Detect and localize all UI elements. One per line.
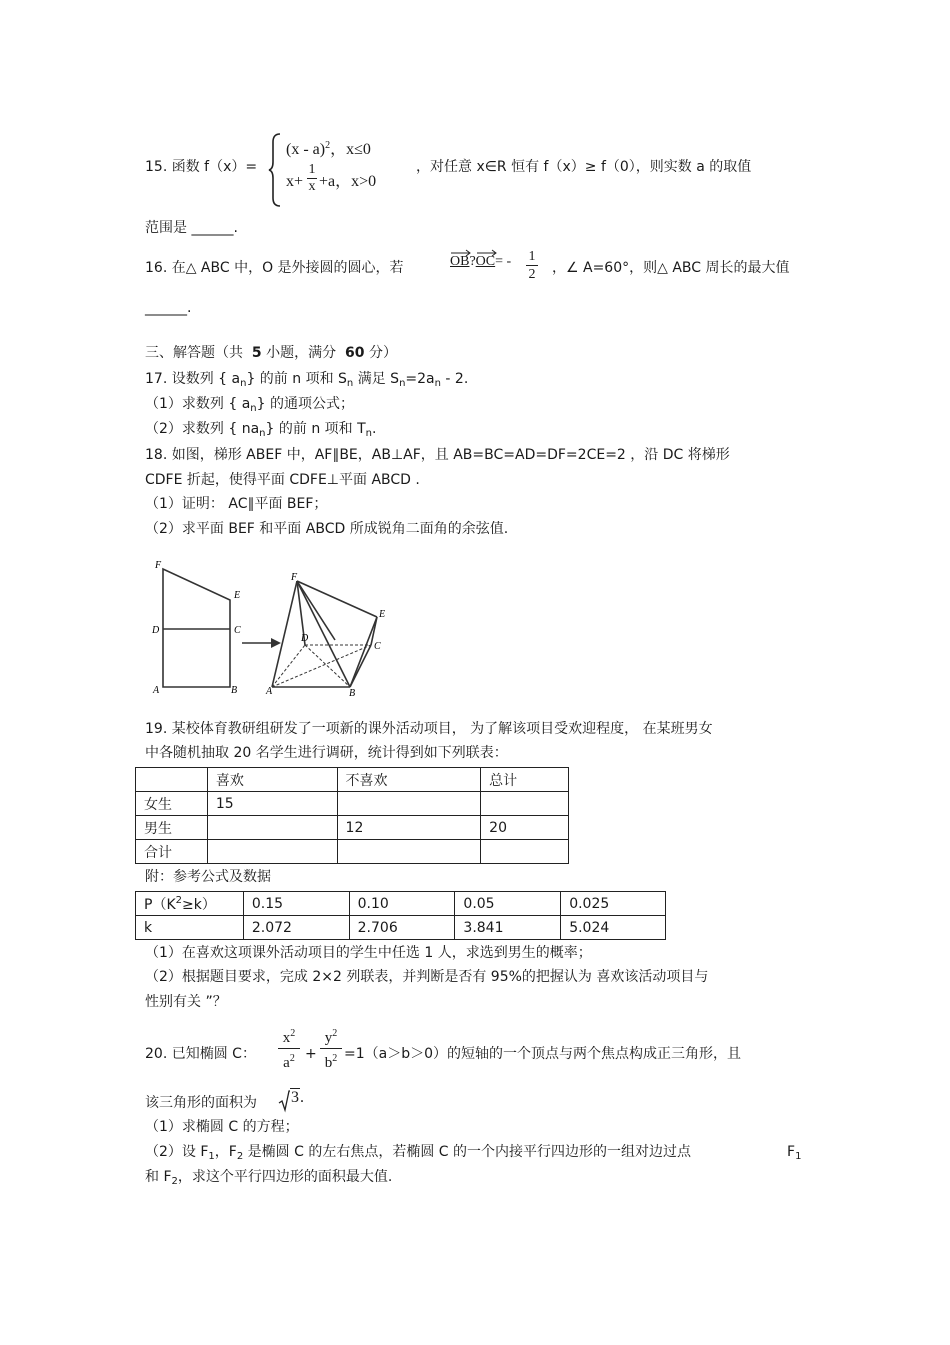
q16-frac-num: 1	[528, 249, 536, 264]
q18-flat-trapezoid	[163, 569, 230, 687]
radical-icon	[278, 1090, 290, 1112]
q20-fraction-x	[278, 1024, 300, 1073]
q17-l1sub3: n	[399, 378, 406, 389]
q20-p2c: 是椭圆 C 的左右焦点，若椭圆 C 的一个内接平行四边形的一组对边过点	[243, 1144, 692, 1160]
q17-p2b: } 的前 n 项和 T	[265, 421, 366, 437]
table-cell: 15	[207, 792, 337, 816]
section3-count: 5	[251, 345, 262, 361]
q20-a-den: a	[283, 1055, 290, 1071]
q20-x-num: x	[282, 1030, 291, 1046]
q15-case2-fraction	[307, 162, 317, 195]
q20-x-exp: 2	[290, 1028, 296, 1039]
q20-pre: 20. 已知椭圆 C：	[145, 1046, 256, 1062]
q18-part2	[145, 519, 508, 539]
table-row	[136, 792, 569, 816]
table-cell: 3.841	[455, 916, 561, 940]
q20-l2a: 该三角形的面积为	[145, 1095, 257, 1111]
q19-ref-label-text: 附：参考公式及数据	[145, 869, 271, 885]
table-cell: k	[136, 916, 244, 940]
q17-p1a: （1）求数列 { a	[145, 396, 251, 412]
q19-reference-table	[135, 891, 666, 940]
table-row	[136, 816, 569, 840]
q17-l1d: =2a	[405, 371, 435, 387]
q20-p3s: 2	[171, 1176, 178, 1187]
q18-p2: （2）求平面 BEF 和平面 ABCD 所成锐角二面角的余弦值.	[145, 521, 509, 537]
q18-label-A1: A	[153, 685, 160, 696]
table-cell	[136, 768, 208, 792]
q18-label-E2: E	[379, 609, 386, 620]
table-cell: 喜欢	[207, 768, 337, 792]
table-row	[136, 916, 666, 940]
q15-case1-exp: 2	[325, 140, 331, 151]
q19-part1	[145, 943, 592, 963]
q20-line1	[145, 1044, 256, 1064]
q15-range-blank: 范围是 ______.	[145, 220, 238, 236]
q19-p-head-a: P（K	[144, 896, 176, 913]
q16-eq: = -	[495, 254, 512, 269]
q20-p1: （1）求椭圆 C 的方程；	[145, 1119, 299, 1135]
q20-part2-cont	[145, 1167, 392, 1192]
q20-line2	[145, 1093, 257, 1113]
q17-l1sub2: n	[346, 378, 354, 389]
q17-l1e: - 2.	[440, 371, 469, 387]
table-cell: 0.05	[455, 892, 561, 916]
section3-heading	[145, 343, 397, 363]
q17-p2a: （2）求数列 { na	[145, 421, 260, 437]
q18-label-A2: A	[266, 686, 273, 697]
q18-label-F1: F	[155, 560, 162, 571]
q20-y-num: y	[324, 1030, 333, 1046]
q16-line2	[145, 298, 191, 318]
q18-part1	[145, 494, 327, 514]
q16-post-text: ，∠ A=60°，则△ ABC 周长的最大值	[552, 260, 790, 276]
section3-score: 60	[345, 345, 365, 361]
q18-label-E1: E	[234, 590, 241, 601]
q19-p-head-b: ≥k）	[182, 896, 216, 913]
q19-l1: 19. 某校体育教研组研发了一项新的课外活动项目， 为了解该项目受欢迎程度， 在某班男女	[145, 721, 713, 737]
q18-folded-solid	[272, 581, 377, 687]
q15-line2	[145, 218, 238, 238]
section3-pre: 三、解答题（共	[145, 345, 243, 361]
q18-line2	[145, 470, 420, 490]
q18-figure	[145, 555, 390, 705]
q16-line1	[145, 258, 404, 278]
table-cell	[337, 792, 481, 816]
q19-contingency-table	[135, 767, 569, 864]
table-cell: 20	[481, 816, 569, 840]
q20-y-exp: 2	[332, 1028, 338, 1039]
table-row	[136, 840, 569, 864]
q15-piecewise-brace	[268, 132, 282, 208]
q20-fraction-y	[320, 1024, 342, 1073]
q20-p3b: ，求这个平行四边形的面积最大值.	[177, 1169, 393, 1185]
q20-part2-f1	[787, 1142, 801, 1167]
table-cell	[207, 840, 337, 864]
q18-label-D2: D	[301, 633, 309, 644]
q19-p2a: （2）根据题目要求，完成 2×2 列联表，并判断是否有 95%的把握认为 喜欢该活动项目与	[145, 969, 709, 985]
table-cell	[337, 840, 481, 864]
q20-l2b: .	[300, 1089, 304, 1106]
table-cell: 0.025	[561, 892, 666, 916]
section3-mid: 小题，满分	[266, 345, 337, 361]
q19-line1	[145, 719, 713, 739]
q20-p2s1: 1	[208, 1151, 215, 1162]
q15-case1-cond: ，x≤0	[330, 141, 371, 158]
table-cell: 0.10	[349, 892, 455, 916]
table-cell: 女生	[136, 792, 208, 816]
q18-l2: CDFE 折起，使得平面 CDFE⊥平面 ABCD .	[145, 472, 420, 488]
q18-label-B2: B	[349, 688, 356, 699]
q15-case1-expr: (x - a)	[286, 141, 326, 158]
q16-dot: ?	[469, 254, 476, 269]
q19-p1: （1）在喜欢这项课外活动项目的学生中任选 1 人，求选到男生的概率；	[145, 945, 592, 961]
q20-part1	[145, 1117, 299, 1137]
q15-condition	[416, 157, 751, 177]
q19-p2b: 性别有关 ”？	[145, 994, 227, 1010]
q18-line1	[145, 445, 730, 465]
q15-frac-num: 1	[308, 162, 316, 177]
q17-l1c: 满足 S	[353, 371, 400, 387]
q19-part2	[145, 967, 708, 987]
q16-pre: 16. 在△ ABC 中，O 是外接圆的圆心，若	[145, 260, 404, 276]
q20-plus	[305, 1044, 317, 1064]
q19-line2	[145, 743, 508, 763]
q16-vec2-text: OC	[475, 254, 496, 269]
q20-a-exp: 2	[289, 1053, 295, 1064]
q18-label-C1: C	[234, 625, 241, 636]
table-cell	[481, 792, 569, 816]
q17-l1sub: n	[240, 378, 247, 389]
q17-p2c: .	[372, 421, 377, 437]
q17-l1sub4: n	[434, 378, 441, 389]
q16-vector-expr	[450, 254, 511, 270]
q16-fraction	[526, 248, 538, 283]
q17-part2	[145, 419, 376, 444]
table-cell: 0.15	[243, 892, 349, 916]
q20-p3a: 和 F	[145, 1169, 172, 1185]
q19-p-head-sup: 2	[175, 894, 182, 906]
table-row	[136, 768, 569, 792]
q18-p1: （1）证明： AC∥平面 BEF；	[145, 496, 328, 512]
q15-case1	[286, 136, 371, 160]
q20-sqrt	[278, 1088, 304, 1107]
q17-p1sub: n	[250, 403, 257, 414]
q15-condition-text: ，对任意 x∈R 恒有 f（x）≥ f（0），则实数 a 的取值	[416, 159, 752, 175]
q20-p2s2: 2	[236, 1151, 244, 1162]
q19-l2: 中各随机抽取 20 名学生进行调研，统计得到如下列联表：	[145, 745, 508, 761]
q20-p2a: （2）设 F	[145, 1144, 209, 1160]
q15-case2-tail	[319, 172, 376, 192]
q15-case2-tail-text: +a，x>0	[319, 173, 377, 190]
q20-p2d: F	[787, 1144, 796, 1160]
q16-post	[552, 258, 790, 278]
q15-frac-den: x	[308, 179, 316, 194]
q16-vec1	[450, 254, 469, 270]
q16-frac-den: 2	[526, 265, 538, 283]
table-row	[136, 892, 666, 916]
q20-post	[344, 1044, 741, 1064]
table-cell: 合计	[136, 840, 208, 864]
q16-vec1-text: OB	[450, 254, 470, 269]
table-cell: 2.072	[243, 916, 349, 940]
q20-post-text: =1（a＞b＞0）的短轴的一个顶点与两个焦点构成正三角形，且	[344, 1046, 742, 1062]
q17-l1b: } 的前 n 项和 S	[246, 371, 347, 387]
q20-part2	[145, 1142, 691, 1167]
q17-p2sub: n	[259, 428, 266, 439]
q17-p2sub2: n	[365, 428, 372, 439]
q17-part1	[145, 394, 354, 419]
q20-b-den: b	[324, 1055, 333, 1071]
table-cell: 总计	[481, 768, 569, 792]
table-cell	[481, 840, 569, 864]
section3-post: 分）	[368, 345, 397, 361]
q17-p1b: } 的通项公式；	[256, 396, 354, 412]
q20-plus-text: +	[305, 1046, 317, 1062]
q18-arrow	[242, 638, 281, 648]
q18-label-B1: B	[231, 685, 238, 696]
table-cell: 不喜欢	[337, 768, 481, 792]
q20-sqrt-value: 3	[291, 1089, 299, 1106]
q18-l1: 18. 如图，梯形 ABEF 中，AF∥BE，AB⊥AF，且 AB=BC=AD=DF=2CE=2 ，沿 DC 将梯形	[145, 447, 730, 463]
table-cell: 2.706	[349, 916, 455, 940]
q18-hidden-edges	[272, 645, 371, 687]
table-cell: 男生	[136, 816, 208, 840]
table-cell	[136, 892, 244, 916]
q18-label-F2: F	[291, 572, 298, 583]
q18-label-C2: C	[374, 641, 381, 652]
q15-number: 15.	[145, 159, 168, 175]
q20-p2b: ，F	[214, 1144, 237, 1160]
q15-line1	[145, 157, 257, 177]
q15-case2-expr: x+	[286, 173, 304, 190]
q19-part2-cont	[145, 992, 227, 1012]
q15-case2	[286, 172, 303, 192]
q16-vec2	[476, 254, 495, 270]
q15-function-label: 函数 f（x）=	[171, 159, 258, 175]
q20-p2s3: 1	[795, 1151, 802, 1162]
q17-l1a: 17. 设数列 { a	[145, 371, 241, 387]
q18-label-D1: D	[152, 625, 160, 636]
table-cell: 12	[337, 816, 481, 840]
q20-b-exp: 2	[332, 1053, 338, 1064]
q17-line1	[145, 369, 468, 394]
table-cell	[207, 816, 337, 840]
q16-answer-blank: ______.	[145, 300, 192, 316]
q19-ref-label	[145, 867, 271, 887]
table-cell: 5.024	[561, 916, 666, 940]
